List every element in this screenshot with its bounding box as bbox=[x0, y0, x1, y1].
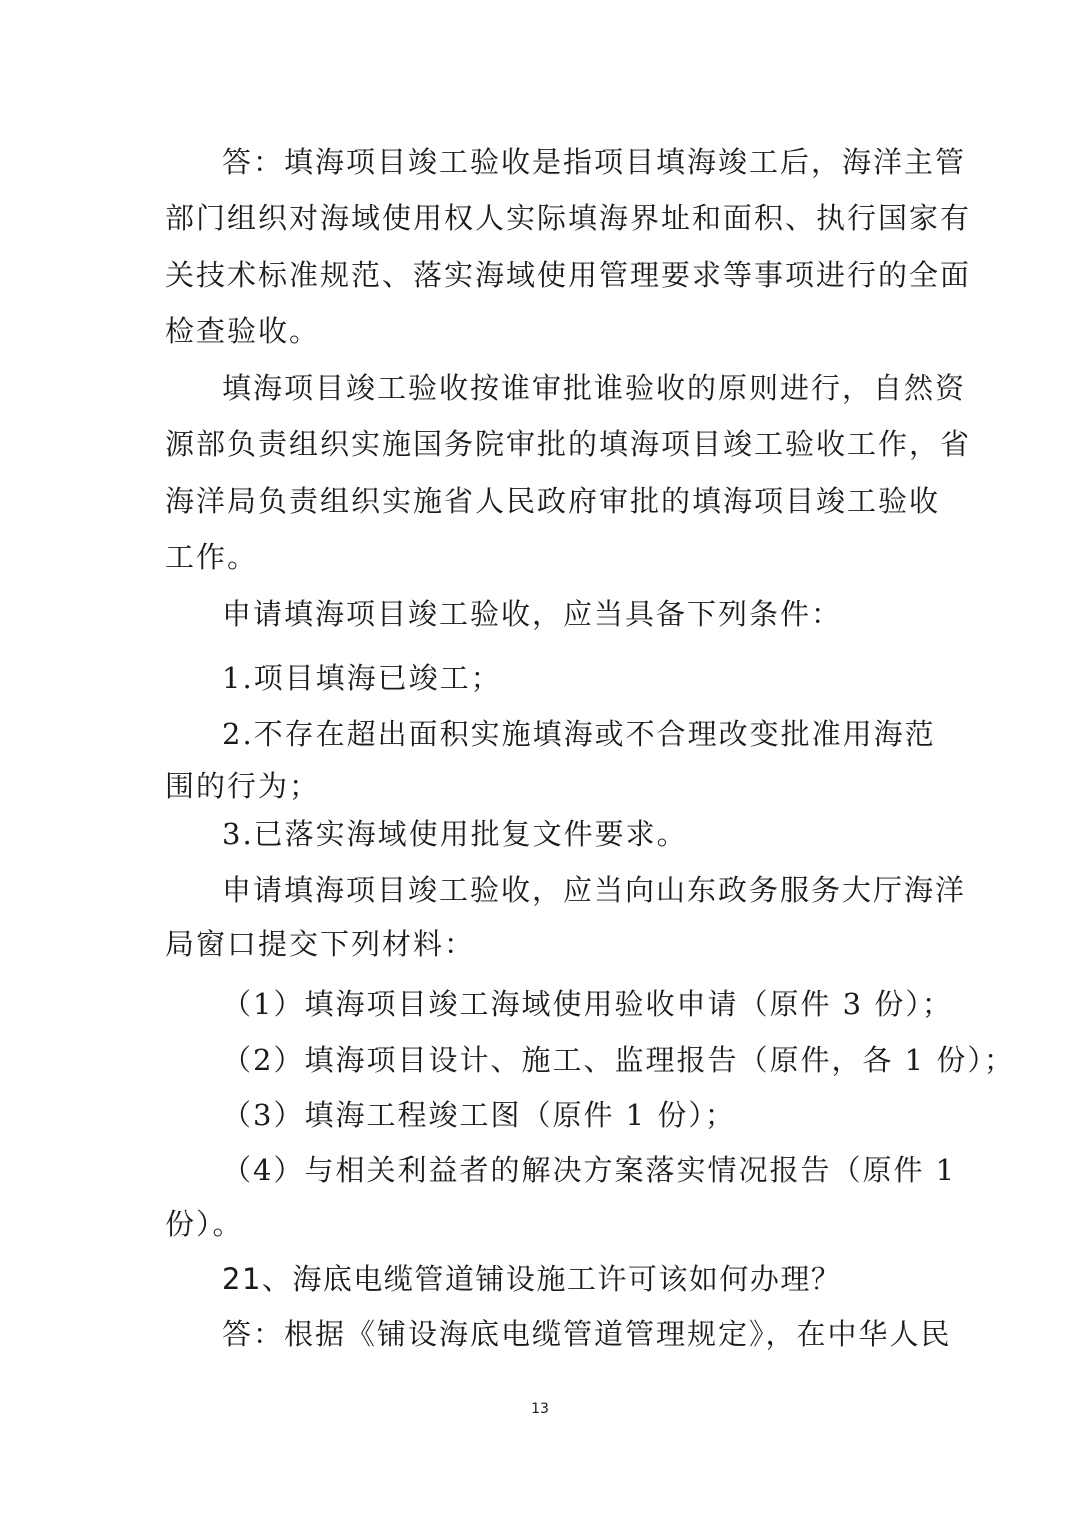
paragraph-acceptance-principle-line-1: 填海项目竣工验收按谁审批谁验收的原则进行，自然资 bbox=[222, 371, 967, 405]
answer-20-line-3: 关技术标准规范、落实海域使用管理要求等事项进行的全面 bbox=[165, 258, 972, 292]
material-item-4-line-2: 份）。 bbox=[165, 1207, 244, 1241]
condition-item-1: 1.项目填海已竣工； bbox=[222, 661, 502, 695]
material-item-2: （2）填海项目设计、施工、监理报告（原件，各 1 份）； bbox=[222, 1043, 1015, 1077]
materials-intro-line-1: 申请填海项目竣工验收，应当向山东政务服务大厅海洋 bbox=[222, 873, 967, 907]
page-number: 13 bbox=[531, 1401, 549, 1417]
condition-item-2-line-1: 2.不存在超出面积实施填海或不合理改变批准用海范 bbox=[222, 717, 936, 751]
material-item-3: （3）填海工程竣工图（原件 1 份）； bbox=[222, 1098, 736, 1132]
paragraph-acceptance-principle-line-3: 海洋局负责组织实施省人民政府审批的填海项目竣工验收 bbox=[165, 484, 941, 518]
answer-20-line-4: 检查验收。 bbox=[165, 314, 321, 348]
material-item-4-line-1: （4）与相关利益者的解决方案落实情况报告（原件 1 bbox=[222, 1153, 957, 1187]
answer-21-line-1: 答：根据《铺设海底电缆管道管理规定》，在中华人民 bbox=[222, 1317, 952, 1351]
conditions-intro: 申请填海项目竣工验收，应当具备下列条件： bbox=[222, 597, 843, 631]
condition-item-3: 3.已落实海域使用批复文件要求。 bbox=[222, 817, 688, 851]
materials-intro-line-2: 局窗口提交下列材料： bbox=[165, 927, 476, 961]
question-21-heading: 21、海底电缆管道铺设施工许可该如何办理？ bbox=[222, 1262, 842, 1296]
paragraph-acceptance-principle-line-2: 源部负责组织实施国务院审批的填海项目竣工验收工作，省 bbox=[165, 427, 972, 461]
condition-item-2-line-2: 围的行为； bbox=[165, 769, 321, 803]
answer-20-line-2: 部门组织对海域使用权人实际填海界址和面积、执行国家有 bbox=[165, 201, 972, 235]
material-item-1: （1）填海项目竣工海域使用验收申请（原件 3 份）； bbox=[222, 987, 953, 1021]
paragraph-acceptance-principle-line-4: 工作。 bbox=[165, 540, 259, 574]
answer-20-line-1: 答：填海项目竣工验收是指项目填海竣工后，海洋主管 bbox=[222, 145, 967, 179]
